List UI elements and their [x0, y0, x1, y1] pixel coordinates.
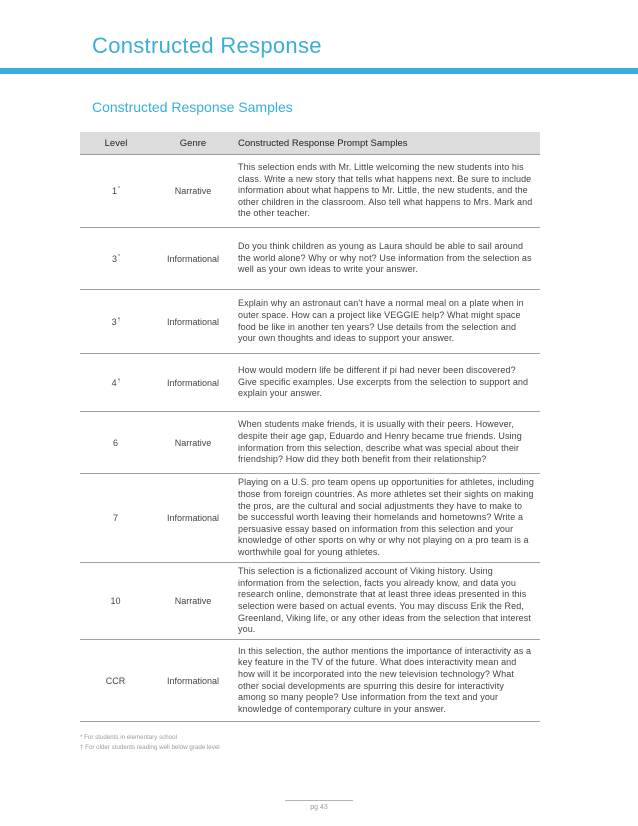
level-footnote-mark: *: [118, 186, 120, 192]
level-value: 3: [112, 253, 118, 264]
page-number-rule: [285, 800, 353, 801]
page-header-title: Constructed Response: [92, 33, 322, 58]
level-cell: [80, 228, 152, 290]
level-value: CCR: [105, 675, 126, 686]
genre-cell: Informational: [152, 474, 234, 563]
level-cell: [80, 354, 152, 412]
table-row: [80, 563, 540, 640]
column-header-prompt: Constructed Response Prompt Samples: [234, 132, 540, 155]
level-cell: [80, 155, 152, 228]
level-footnote-mark: †: [117, 377, 121, 384]
header-divider-bar: [0, 68, 638, 74]
level-cell: [80, 412, 152, 474]
samples-table: [80, 132, 540, 722]
level-value: 1: [112, 186, 118, 196]
genre-cell: Informational: [152, 290, 234, 354]
footnotes: [80, 733, 220, 752]
table-row: [80, 290, 540, 354]
level-value: 10: [110, 596, 121, 606]
genre-cell: Narrative: [152, 155, 234, 228]
genre-cell: Informational: [152, 640, 234, 722]
genre-cell: Informational: [152, 354, 234, 412]
genre-cell: Narrative: [152, 412, 234, 474]
prompt-cell: This selection ends with Mr. Little welcoming the new students into his class. Write a new story that tells what happens next. Be sure to include information about what happens to Mr. Little, the new students, and the other children in the classroom. Also tell what happens to Mrs. Mark and the other teacher.: [234, 155, 540, 228]
level-value: 6: [112, 437, 118, 448]
footnote-older-students: † For older students reading well below grade level: [80, 743, 220, 751]
table-row: [80, 412, 540, 474]
level-value: 7: [112, 513, 118, 523]
level-cell: [80, 290, 152, 354]
table-row: [80, 354, 540, 412]
footnote-elementary: * For students in elementary school: [80, 734, 177, 741]
level-footnote-mark: *: [118, 253, 120, 260]
column-header-genre: Genre: [152, 132, 234, 155]
level-cell: [80, 640, 152, 722]
page-number: pg 43: [310, 804, 328, 811]
prompt-cell: In this selection, the author mentions the importance of interactivity as a key feature in the TV of the future. What does interactivity mean and how will it be incorporated into the new television technology? What other social developments are spurring this desire for interactivity among so many people? Use information from the text and your knowledge of contemporary culture in your answer.: [234, 640, 540, 722]
prompt-cell: How would modern life be different if pi had never been discovered? Give specific examples. Use excerpts from the selection to support and explain your answer.: [234, 354, 540, 412]
level-value: 4: [111, 377, 117, 388]
genre-cell: Informational: [152, 228, 234, 290]
level-cell: [80, 474, 152, 563]
genre-cell: Narrative: [152, 563, 234, 640]
table-header-row: [80, 132, 540, 155]
table-row: [80, 640, 540, 722]
section-title: Constructed Response Samples: [92, 99, 293, 115]
table-row: [80, 155, 540, 228]
prompt-cell: Playing on a U.S. pro team opens up opportunities for athletes, including those from foreign countries. As more athletes set their sights on making the pros, are the cultural and social adjustments they have to make to be successful worth leaving their homelands and hometowns? Write a persuasive essay based on information from this selection and your knowledge of other sports on why or why not playing on a pro team is a worthwhile goal for young athletes.: [234, 474, 540, 563]
column-header-level: Level: [80, 132, 152, 155]
level-cell: [80, 563, 152, 640]
table-row: [80, 228, 540, 290]
table-row: [80, 474, 540, 563]
level-footnote-mark: †: [117, 316, 121, 323]
prompt-cell: This selection is a fictionalized account of Viking history. Using information from the selection, facts you already know, and data you research online, demonstrate that at least three ideas presented in this selection were based on actual events. You may discuss Erik the Red, Greenland, Viking life, or any other ideas from the selection that interest you.: [234, 563, 540, 640]
level-value: 3: [111, 316, 117, 327]
prompt-cell: Explain why an astronaut can't have a normal meal on a plate when in outer space. How can a project like VEGGIE help? What might space food be like in another ten years? Use details from the selection and your own thoughts and ideas to support your answer.: [234, 290, 540, 354]
prompt-cell: When students make friends, it is usually with their peers. However, despite their age gap, Eduardo and Henry became true friends. Using information from this selection, describe what was special about their friendship? How did they both benefit from their relationship?: [234, 412, 540, 474]
prompt-cell: Do you think children as young as Laura should be able to sail around the world alone? Why or why not? Use information from the selection as well as your own ideas to write your answer.: [234, 228, 540, 290]
